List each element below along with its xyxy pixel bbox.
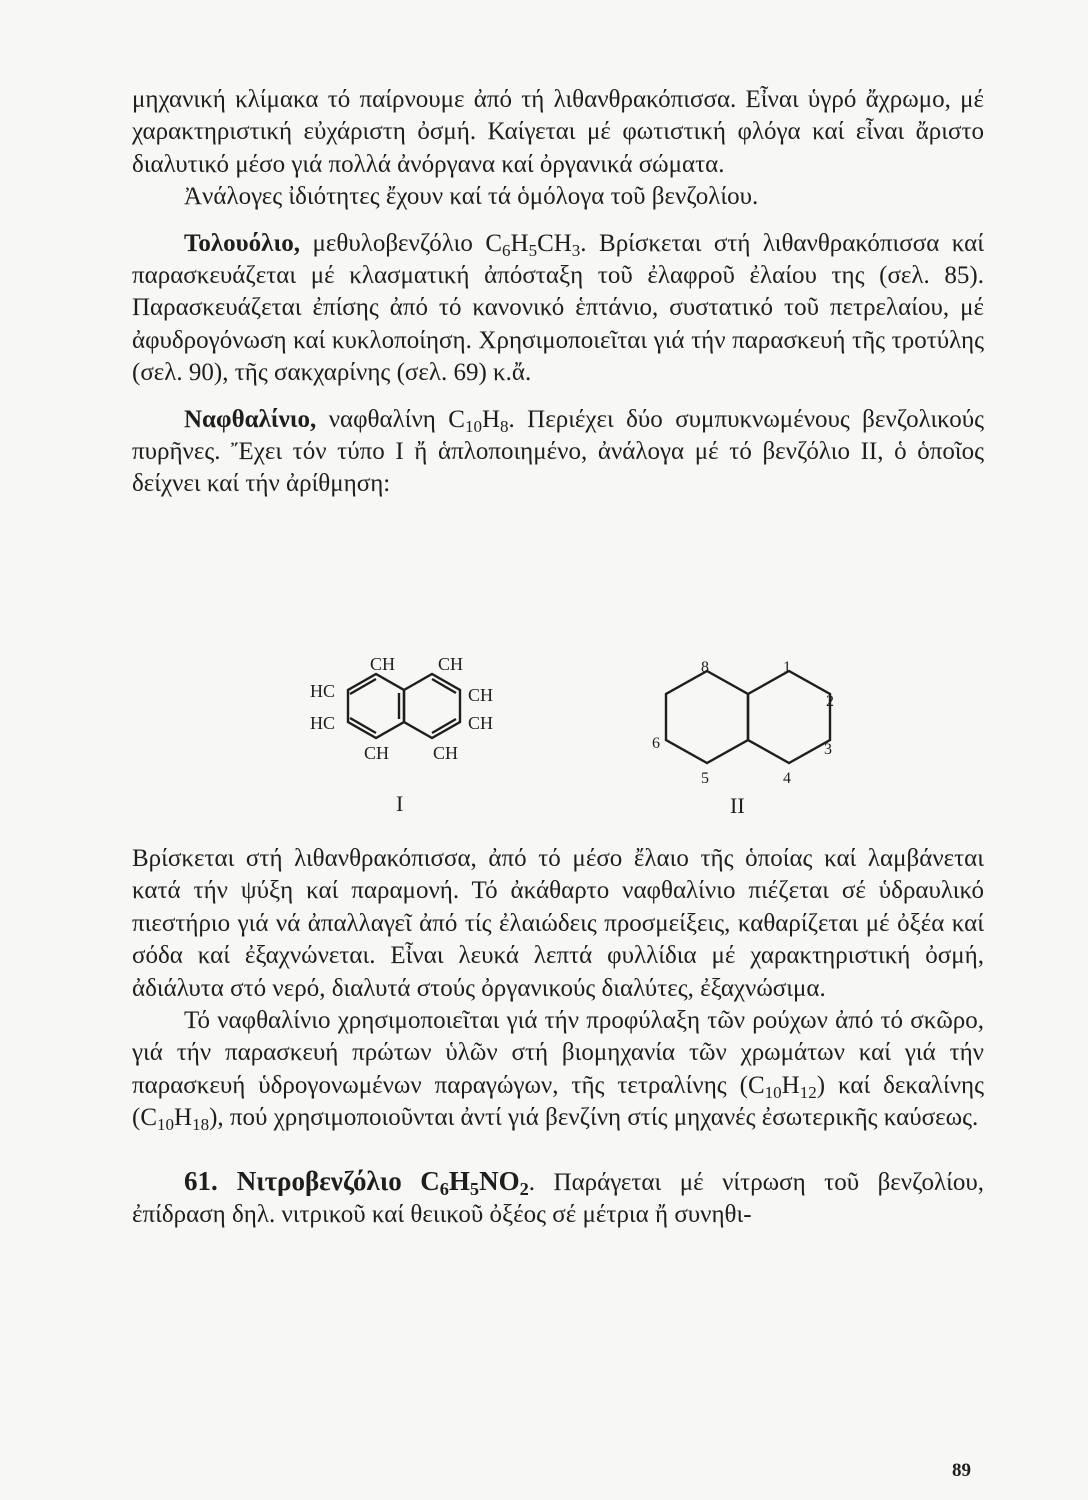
ring-number-4: 4 (783, 770, 791, 787)
formula-naphthalene: $C_{10}H_8$ (448, 405, 509, 436)
label-ch-bottom-left: CH (364, 743, 390, 763)
toluene-description: . Βρίσκεται στή λιθανθρακόπισσα καί παρασκευάζεται μέ κλασματική ἀπόσταξη τοῦ ἐλαφροῦ ἐλαίου της (σελ. 85). Παρασκευάζεται ἐπίσης ἀπό τό κανονικό ἑπτάνιο, συστατικό τοῦ πετρελαίου, μέ ἀφυδρογόνωση καί κυκλοποίηση. Χρησιμοποιεῖται γιά τήν παρασκευή τῆς τροτύλης (σελ. 90), τῆς σακχαρίνης (σελ. 69) κ.ἄ. (132, 229, 984, 387)
term-naphthalene: Ναφθαλίνιο, (184, 405, 317, 433)
label-ch-bottom-right: CH (433, 743, 459, 763)
naphthalene-structures-svg (280, 648, 860, 828)
page-number: 89 (952, 1460, 971, 1481)
naphthalene-description: . Περιέχει δύο συμπυκνωμένους βενζολικούς πυρῆνες. Ἔχει τόν τύπο I ἤ ἁπλοποιημένο, ἀνάλογα μέ τό βενζόλιο II, ὁ ὁποῖος δείχνει καί τήν ἀρίθμηση: (132, 405, 985, 498)
paragraph-naphthalene (132, 404, 984, 501)
ring-number-6: 6 (652, 735, 660, 752)
ring-number-8: 8 (701, 659, 709, 676)
paragraph-naphthalene-source: Βρίσκεται στή λιθανθρακόπισσα, ἀπό τό μέσο ἔλαιο τῆς ὁποίας καί λαμβάνεται κατά τήν ψύξη καί παραμονή. Τό ἀκάθαρτο ναφθαλίνιο πιέζεται σέ ὑδραυλικό πιεστήριο γιά νά ἀπαλλαγεῖ ἀπό τίς ἐλαιώδεις προσμείξεις, καθαρίζεται μέ ὀξέα καί σόδα καί ἐξαχνώνεται. Εἶναι λευκά λεπτά φυλλίδια μέ χαρακτηριστική ὀσμή, ἀδιάλυτα στό νερό, διαλυτά στούς ὀργανικούς διαλύτες, ἐξαχνώσιμα. (132, 845, 984, 1002)
label-hc-left-upper: HC (310, 681, 336, 701)
ring-number-3: 3 (824, 741, 832, 758)
paragraph-toluene (132, 228, 984, 390)
label-ch-right-upper: CH (468, 685, 494, 705)
paragraph-naphthalene-uses: Τό ναφθαλίνιο χρησιμοποιεῖται γιά τήν προφύλαξη τῶν ρούχων ἀπό τό σκῶρο, γιά τήν παρασκευή πρώτων ὑλῶν στή βιομηχανία τῶν χρωμάτων καί γιά τήν παρασκευή ὑδρογονωμένων παραγώγων, τῆς τετραλίνης $(C_{10}H_{12})$ καί δεκαλίνης $(C_{10}H_{18})$, πού χρησιμοποιοῦνται ἀντί γιά βενζίνη στίς μηχανές ἐσωτερικῆς καύσεως. (132, 1007, 985, 1134)
naphthalene-structures-figure (280, 648, 860, 828)
synonym-naphthalene: ναφθαλίνη (328, 405, 436, 433)
formula-nitrobenzene: $C_6H_5NO_2$ (420, 1165, 529, 1199)
synonym-toluene: μεθυλοβενζόλιο (312, 229, 473, 257)
label-ch-right-lower: CH (468, 713, 494, 733)
text-block-lower (132, 843, 984, 1231)
caption-structure-two: II (730, 793, 745, 818)
formula-toluene: $C_6H_5CH_3$ (485, 229, 581, 260)
ring-number-5: 5 (701, 770, 709, 787)
paragraph-section-61 (132, 1165, 984, 1232)
structure-two (666, 671, 830, 763)
ring-number-1: 1 (783, 659, 791, 676)
caption-structure-one: I (396, 791, 404, 816)
text-block-upper (132, 84, 984, 501)
structure-one (348, 674, 460, 738)
label-hc-left-lower: HC (310, 713, 336, 733)
label-ch-top-left: CH (370, 654, 396, 674)
label-ch-top-right: CH (438, 654, 464, 674)
term-toluene: Τολουόλιο, (184, 229, 300, 257)
nitrobenzene-description: . Παράγεται μέ νίτρωση τοῦ βενζολίου, ἐπίδραση δηλ. νιτρικοῦ καί θειικοῦ ὀξέος σέ μέτρια ἤ συνηθι- (132, 1168, 985, 1229)
paragraph-homologues: Ἀνάλογες ἰδιότητες ἔχουν καί τά ὁμόλογα τοῦ βενζολίου. (184, 183, 759, 211)
ring-number-2: 2 (826, 693, 834, 710)
paragraph-benzene-properties: μηχανική κλίμακα τό παίρνουμε ἀπό τή λιθανθρακόπισσα. Εἶναι ὑγρό ἄχρωμο, μέ χαρακτηριστική εὐχάριστη ὀσμή. Καίγεται μέ φωτιστική φλόγα καί εἶναι ἄριστο διαλυτικό μέσο γιά πολλά ἀνόργανα καί ὀργανικά σώματα. (132, 86, 984, 178)
section-heading-nitrobenzene: 61. Νιτροβενζόλιο (184, 1165, 402, 1196)
